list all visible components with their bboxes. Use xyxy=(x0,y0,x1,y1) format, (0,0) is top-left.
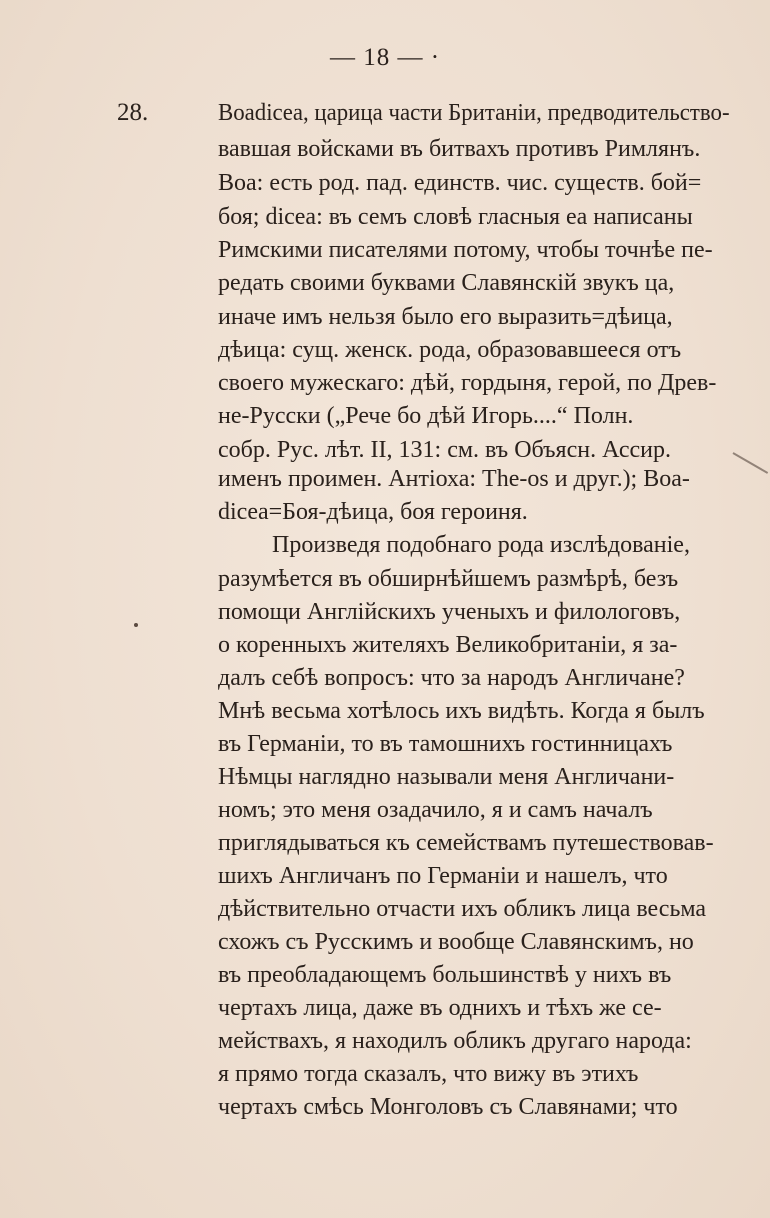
footnote-line: редать своими буквами Славянскій звукъ ца, xyxy=(218,270,675,296)
paper-speck xyxy=(134,623,138,627)
body-line: номъ; это меня озадачило, я и самъ началъ xyxy=(218,797,653,823)
footnote-line: не-Русски („Рече бо дѣй Игорь....“ Полн. xyxy=(218,403,634,429)
body-line: мействахъ, я находилъ обликъ другаго народа: xyxy=(218,1028,692,1054)
body-line: въ Германіи, то въ тамошнихъ гостинницахъ xyxy=(218,731,673,757)
body-line: далъ себѣ вопросъ: что за народъ Англичане? xyxy=(218,665,685,691)
body-line: приглядываться къ семействамъ путешествовав- xyxy=(218,830,714,856)
body-line: Мнѣ весьма хотѣлось ихъ видѣть. Когда я былъ xyxy=(218,698,705,724)
body-line: Произведя подобнаго рода изслѣдованіе, xyxy=(272,532,690,558)
margin-pencil-mark xyxy=(733,452,769,474)
footnote-line: Boa: есть род. пад. единств. чис. существ. бой= xyxy=(218,170,702,196)
footnote-line: dicea=Боя-дѣица, боя героиня. xyxy=(218,499,528,525)
body-line: я прямо тогда сказалъ, что вижу въ этихъ xyxy=(218,1061,639,1087)
body-line: чертахъ смѣсь Монголовъ съ Славянами; что xyxy=(218,1094,678,1120)
body-line: о коренныхъ жителяхъ Великобританіи, я за- xyxy=(218,632,678,658)
footnote-line: боя; dicea: въ семъ словѣ гласныя ea написаны xyxy=(218,204,693,230)
body-line: помощи Англійскихъ ученыхъ и филологовъ, xyxy=(218,599,681,625)
footnote-number: 28. xyxy=(117,99,149,126)
footnote-line: именъ проимен. Антіоха: The-os и друг.); Boa- xyxy=(218,466,690,492)
body-line: шихъ Англичанъ по Германіи и нашелъ, что xyxy=(218,863,668,889)
body-line: схожъ съ Русскимъ и вообще Славянскимъ, но xyxy=(218,929,694,955)
footnote-line: собр. Рус. лѣт. II, 131: см. въ Объясн. Ассир. xyxy=(218,437,671,463)
footnote-line: Boadicea, царица части Британіи, предводительство- xyxy=(218,100,730,126)
footnote-line: дѣица: сущ. женск. рода, образовавшееся отъ xyxy=(218,337,682,363)
body-line: разумѣется въ обширнѣйшемъ размѣрѣ, безъ xyxy=(218,566,679,592)
body-line: чертахъ лица, даже въ однихъ и тѣхъ же се- xyxy=(218,995,662,1021)
footnote-line: своего мужескаго: дѣй, гордыня, герой, по Древ- xyxy=(218,370,717,396)
page-number: — 18 — · xyxy=(329,44,441,71)
body-line: Нѣмцы наглядно называли меня Англичани- xyxy=(218,764,675,790)
body-line: дѣйствительно отчасти ихъ обликъ лица весьма xyxy=(218,896,707,922)
footnote-line: Римскими писателями потому, чтобы точнѣе пе- xyxy=(218,237,713,263)
footnote-line: вавшая войсками въ битвахъ противъ Римлянъ. xyxy=(218,136,701,162)
body-line: въ преобладающемъ большинствѣ у нихъ въ xyxy=(218,962,672,988)
footnote-line: иначе имъ нельзя было его выразить=дѣица, xyxy=(218,304,673,330)
